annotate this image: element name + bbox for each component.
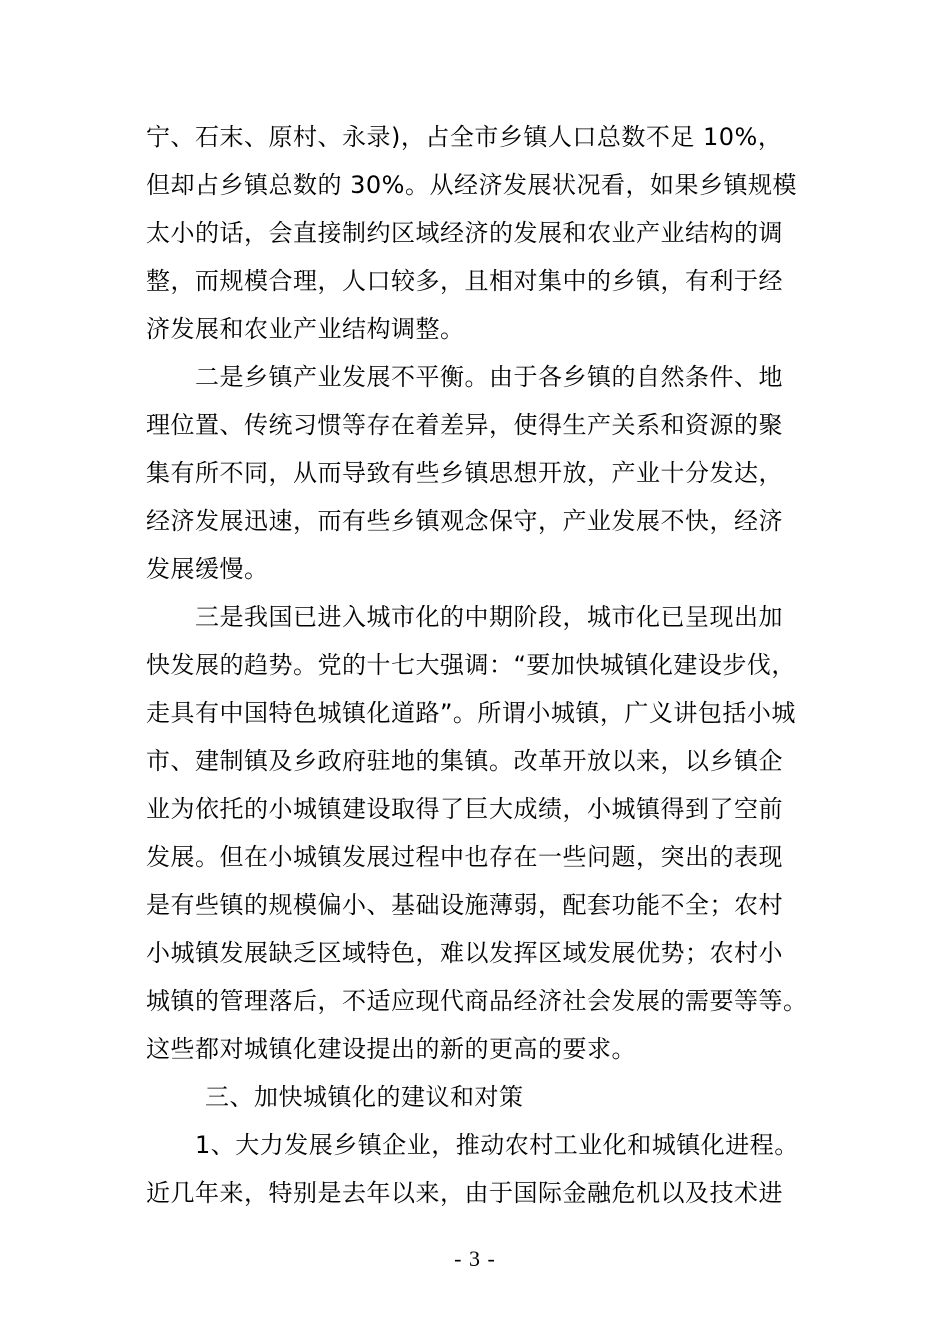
text-line: 济发展和农业产业结构调整。	[146, 315, 465, 343]
text-line: 宁、石末、原村、永录)，占全市乡镇人口总数不足 10%，	[146, 123, 783, 151]
text-line: 小城镇发展缺乏区域特色，难以发挥区域发展优势；农村小	[146, 939, 783, 967]
text-line: 市、建制镇及乡政府驻地的集镇。改革开放以来，以乡镇企	[146, 747, 783, 775]
text-line: 这些都对城镇化建设提出的新的更高的要求。	[146, 1035, 636, 1063]
paragraph-first-line: 1、大力发展乡镇企业，推动农村工业化和城镇化进程。	[195, 1131, 799, 1159]
text-line: 发展。但在小城镇发展过程中也存在一些问题，突出的表现	[146, 843, 783, 871]
text-line: 走具有中国特色城镇化道路”。所谓小城镇，广义讲包括小城	[146, 699, 796, 727]
section-heading: 三、加快城镇化的建议和对策	[205, 1083, 524, 1111]
paragraph-first-line: 三是我国已进入城市化的中期阶段，城市化已呈现出加	[195, 603, 783, 631]
text-line: 城镇的管理落后，不适应现代商品经济社会发展的需要等等。	[146, 987, 808, 1015]
text-line: 发展缓慢。	[146, 555, 269, 583]
text-line: 整，而规模合理，人口较多，且相对集中的乡镇，有利于经	[146, 267, 783, 295]
text-line: 快发展的趋势。党的十七大强调：“要加快城镇化建设步伐，	[146, 651, 796, 679]
text-line: 是有些镇的规模偏小、基础设施薄弱，配套功能不全；农村	[146, 891, 783, 919]
text-line: 理位置、传统习惯等存在着差异，使得生产关系和资源的聚	[146, 411, 783, 439]
text-line: 集有所不同，从而导致有些乡镇思想开放，产业十分发达，	[146, 459, 783, 487]
text-line: 经济发展迅速，而有些乡镇观念保守，产业发展不快，经济	[146, 507, 783, 535]
page-number: - 3 -	[454, 1246, 496, 1271]
text-line: 但却占乡镇总数的 30%。从经济发展状况看，如果乡镇规模	[146, 171, 797, 199]
text-line: 太小的话，会直接制约区域经济的发展和农业产业结构的调	[146, 219, 783, 247]
text-line: 近几年来，特别是去年以来，由于国际金融危机以及技术进	[146, 1179, 783, 1207]
paragraph-first-line: 二是乡镇产业发展不平衡。由于各乡镇的自然条件、地	[195, 363, 783, 391]
text-line: 业为依托的小城镇建设取得了巨大成绩，小城镇得到了空前	[146, 795, 783, 823]
